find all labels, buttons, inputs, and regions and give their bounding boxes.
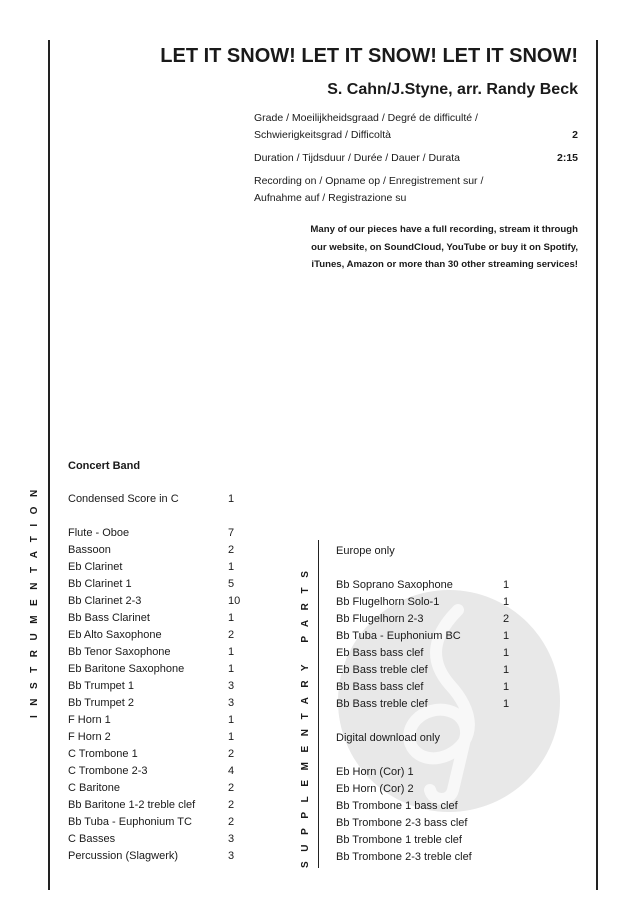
- part-name: Bb Trumpet 1: [68, 680, 135, 692]
- part-name: F Horn 1: [68, 714, 111, 726]
- part-name: Bb Baritone 1-2 treble clef: [68, 799, 196, 811]
- part-name: Eb Clarinet: [68, 561, 123, 573]
- part-count: 2: [228, 748, 235, 760]
- grade-label-2: Schwierigkeitsgrad / Difficoltà: [254, 129, 391, 141]
- digital-heading: Digital download only: [336, 732, 440, 744]
- score-name: Condensed Score in C: [68, 493, 179, 505]
- part-count: 1: [228, 561, 235, 573]
- promo-line: iTunes, Amazon or more than 30 other streaming services!: [311, 259, 578, 270]
- europe-part-name: Eb Bass bass clef: [336, 647, 424, 659]
- part-name: Bb Clarinet 1: [68, 578, 132, 590]
- promo-line: Many of our pieces have a full recording, stream it through: [310, 224, 578, 235]
- left-border-line: [48, 40, 50, 890]
- europe-part-name: Bb Bass treble clef: [336, 698, 428, 710]
- part-name: Bb Tuba - Euphonium TC: [68, 816, 192, 828]
- grade-label: Grade / Moeilijkheidsgraad / Degré de difficulté /: [254, 112, 478, 124]
- part-name: Percussion (Slagwerk): [68, 850, 179, 862]
- part-count: 3: [228, 680, 235, 692]
- part-count: 2: [228, 544, 235, 556]
- grade-info: [254, 110, 578, 144]
- digital-part-name: Bb Trombone 1 treble clef: [336, 834, 462, 846]
- europe-part-name: Bb Soprano Saxophone: [336, 579, 453, 591]
- part-count: 5: [228, 578, 235, 590]
- part-count: 3: [228, 850, 235, 862]
- digital-part-name: Bb Trombone 1 bass clef: [336, 800, 458, 812]
- part-count: 4: [228, 765, 235, 777]
- europe-part-count: 1: [503, 579, 510, 591]
- part-count: 1: [228, 714, 235, 726]
- piece-title: LET IT SNOW! LET IT SNOW! LET IT SNOW!: [160, 45, 578, 67]
- part-count: 3: [228, 833, 235, 845]
- part-name: Eb Baritone Saxophone: [68, 663, 185, 675]
- duration-info: [254, 150, 578, 167]
- part-count: 2: [228, 816, 235, 828]
- part-name: Bb Tenor Saxophone: [68, 646, 171, 658]
- europe-heading: Europe only: [336, 545, 395, 557]
- part-count: 10: [228, 595, 241, 607]
- part-count: 1: [228, 612, 235, 624]
- digital-part-name: Eb Horn (Cor) 1: [336, 766, 414, 778]
- score-count: 1: [228, 493, 235, 505]
- concert-band-heading: Concert Band: [68, 460, 141, 472]
- promo-line: our website, on SoundCloud, YouTube or buy it on Spotify,: [311, 241, 578, 253]
- part-name: C Trombone 2-3: [68, 765, 148, 777]
- supplementary-divider-line: [318, 540, 319, 868]
- instrumentation-side-label: INSTRUMENTATION: [29, 480, 40, 718]
- europe-part-count: 2: [503, 613, 510, 625]
- part-name: C Trombone 1: [68, 748, 138, 760]
- part-count: 2: [228, 799, 235, 811]
- part-name: Eb Alto Saxophone: [68, 629, 162, 641]
- part-name: C Baritone: [68, 782, 120, 794]
- recording-label: Recording on / Opname op / Enregistrement sur /: [254, 175, 484, 187]
- europe-part-count: 1: [503, 647, 510, 659]
- europe-part-count: 1: [503, 698, 510, 710]
- duration-value: 2:15: [556, 152, 578, 164]
- part-count: 1: [228, 731, 235, 743]
- part-count: 2: [228, 629, 235, 641]
- part-name: Bassoon: [68, 544, 111, 556]
- part-name: Bb Bass Clarinet: [68, 612, 150, 624]
- part-count: 1: [228, 663, 235, 675]
- part-name: F Horn 2: [68, 731, 111, 743]
- part-count: 2: [228, 782, 235, 794]
- europe-part-name: Bb Tuba - Euphonium BC: [336, 630, 461, 642]
- europe-part-name: Bb Bass bass clef: [336, 681, 424, 693]
- part-name: Bb Trumpet 2: [68, 697, 135, 709]
- duration-label: Duration / Tijdsduur / Durée / Dauer / Durata: [254, 152, 461, 164]
- europe-part-name: Eb Bass treble clef: [336, 664, 428, 676]
- digital-part-name: Bb Trombone 2-3 bass clef: [336, 817, 468, 829]
- composer-arranger: S. Cahn/J.Styne, arr. Randy Beck: [327, 81, 578, 98]
- recording-label-2: Aufnahme auf / Registrazione su: [254, 192, 407, 204]
- digital-part-name: Eb Horn (Cor) 2: [336, 783, 414, 795]
- europe-part-count: 1: [503, 596, 510, 608]
- supplementary-side-label: SUPPLEMENTARY PARTS: [300, 561, 311, 868]
- europe-part-name: Bb Flugelhorn 2-3: [336, 613, 424, 625]
- digital-part-name: Bb Trombone 2-3 treble clef: [336, 851, 472, 863]
- europe-part-count: 1: [503, 681, 510, 693]
- right-border-line: [596, 40, 598, 890]
- europe-part-count: 1: [503, 664, 510, 676]
- part-count: 3: [228, 697, 235, 709]
- part-name: Flute - Oboe: [68, 527, 130, 539]
- europe-part-count: 1: [503, 630, 510, 642]
- part-name: Bb Clarinet 2-3: [68, 595, 142, 607]
- part-name: C Basses: [68, 833, 116, 845]
- recording-info: [254, 173, 578, 207]
- grade-value: 2: [572, 129, 578, 141]
- part-count: 7: [228, 527, 235, 539]
- europe-part-name: Bb Flugelhorn Solo-1: [336, 596, 440, 608]
- streaming-promo: [310, 221, 578, 274]
- part-count: 1: [228, 646, 235, 658]
